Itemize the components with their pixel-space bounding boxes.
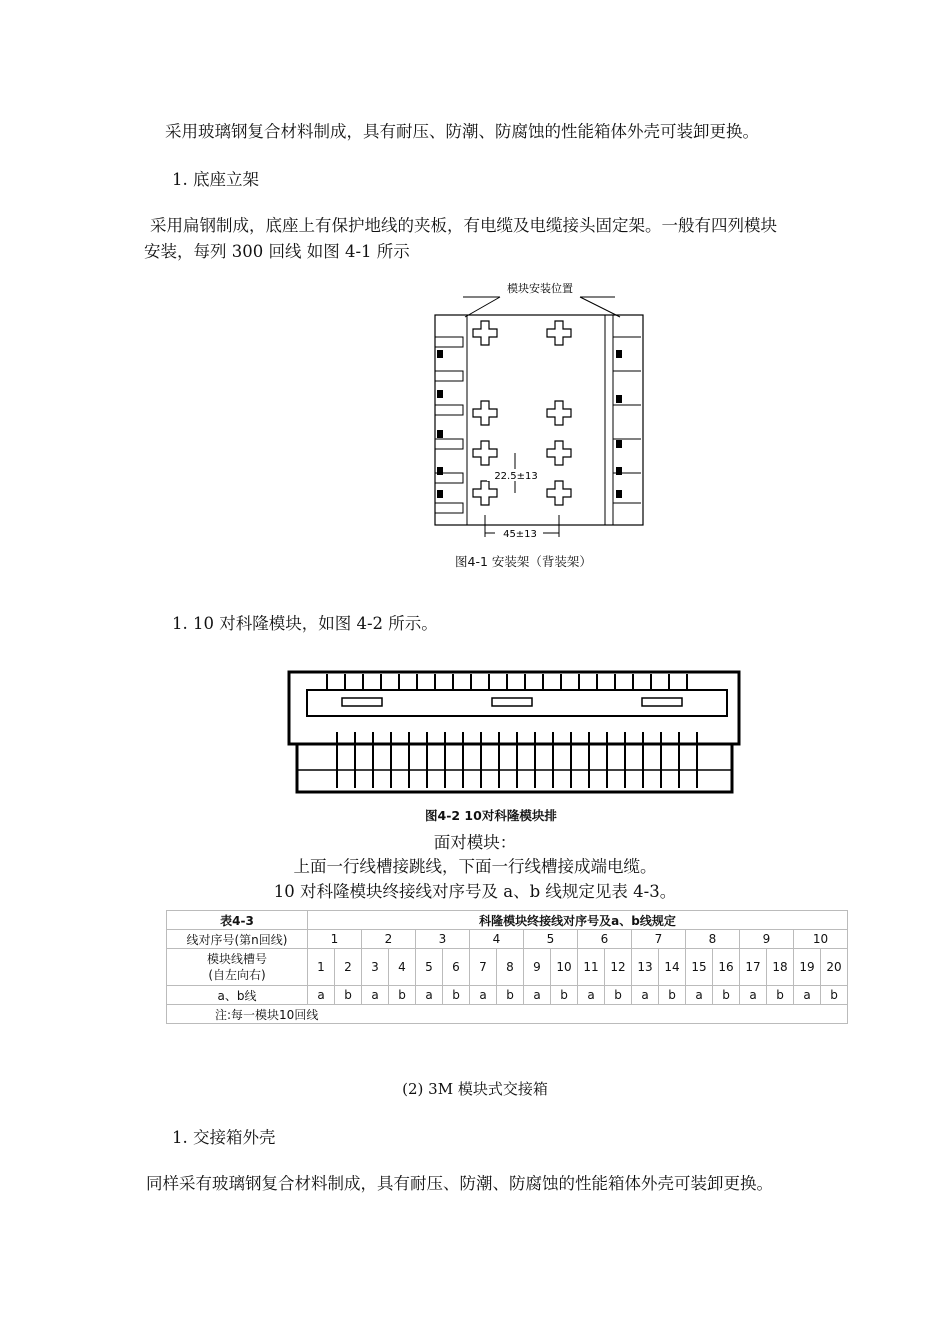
slot-cell: 13 <box>632 949 659 986</box>
ab-cell: a <box>470 986 497 1005</box>
fig1-top-label: 模块安装位置 <box>507 282 573 295</box>
paragraph-shell: 采用玻璃钢复合材料制成，具有耐压、防潮、防腐蚀的性能箱体外壳可装卸更换。 <box>165 122 759 141</box>
slot-cell: 11 <box>578 949 605 986</box>
ab-cell: a <box>578 986 605 1005</box>
slot-cell: 1 <box>308 949 335 986</box>
slot-cell: 16 <box>713 949 740 986</box>
table-note-row <box>167 1005 848 1024</box>
ab-cell: a <box>740 986 767 1005</box>
pair-cell: 10 <box>794 930 848 949</box>
slot-cell: 12 <box>605 949 632 986</box>
pair-cell: 1 <box>308 930 362 949</box>
ab-cell: b <box>389 986 416 1005</box>
ab-cell: b <box>821 986 848 1005</box>
list-item-base-frame: 1. 底座立架 <box>172 170 259 189</box>
slot-cell: 4 <box>389 949 416 986</box>
figure-module-strip <box>287 662 742 802</box>
pair-cell: 9 <box>740 930 794 949</box>
ab-cell: b <box>443 986 470 1005</box>
list-item-module: 1. 10 对科隆模块，如图 4-2 所示。 <box>172 614 438 633</box>
slot-cell: 8 <box>497 949 524 986</box>
table-row-pairs <box>167 930 848 949</box>
ab-cell: a <box>686 986 713 1005</box>
ab-cell: a <box>524 986 551 1005</box>
row-label-ab: a、b线 <box>167 986 308 1005</box>
table-title: 科隆模块终接线对序号及a、b线规定 <box>308 911 848 930</box>
table-row-ab <box>167 986 848 1005</box>
slot-cell: 3 <box>362 949 389 986</box>
row-label-slots-a: 模块线槽号 <box>206 952 267 966</box>
mount-frame-drawing <box>425 275 655 550</box>
slot-cell: 17 <box>740 949 767 986</box>
figure-mount-frame <box>425 275 655 550</box>
ab-cell: b <box>551 986 578 1005</box>
pair-cell: 3 <box>416 930 470 949</box>
slot-cell: 18 <box>767 949 794 986</box>
slot-cell: 7 <box>470 949 497 986</box>
ab-cell: a <box>794 986 821 1005</box>
pair-cell: 4 <box>470 930 524 949</box>
slot-cell: 15 <box>686 949 713 986</box>
table-note: 注:每一模块10回线 <box>167 1005 848 1024</box>
table-row-slots <box>167 949 848 986</box>
slot-cell: 14 <box>659 949 686 986</box>
pair-cell: 8 <box>686 930 740 949</box>
table-4-3 <box>166 910 848 1024</box>
text-facing-module: 面对模块： <box>433 833 517 852</box>
ab-cell: b <box>335 986 362 1005</box>
fig1-dim-vertical: 22.5±13 <box>494 471 538 482</box>
row-label-slots-b: (自左向右) <box>208 968 266 982</box>
ab-cell: a <box>308 986 335 1005</box>
ab-cell: b <box>713 986 740 1005</box>
slot-cell: 20 <box>821 949 848 986</box>
fig1-caption: 图4-1 安装架（背装架） <box>455 554 592 569</box>
slot-cell: 10 <box>551 949 578 986</box>
slot-cell: 2 <box>335 949 362 986</box>
ab-cell: a <box>362 986 389 1005</box>
ab-cell: a <box>416 986 443 1005</box>
slot-cell: 9 <box>524 949 551 986</box>
ab-cell: b <box>497 986 524 1005</box>
slot-cell: 6 <box>443 949 470 986</box>
paragraph-base-line2: 安装，每列 300 回线 如图 4-1 所示 <box>144 242 410 261</box>
section-heading-3m: (2) 3M 模块式交接箱 <box>402 1080 548 1098</box>
text-table-ref: 10 对科隆模块终接线对序号及 a、b 线规定见表 4-3。 <box>273 882 677 901</box>
text-slot-rows: 上面一行线槽接跳线，下面一行线槽接成端电缆。 <box>293 857 657 876</box>
pair-cell: 2 <box>362 930 416 949</box>
fig1-dim-horizontal: 45±13 <box>503 529 537 540</box>
module-strip-drawing <box>287 662 742 802</box>
fig2-caption: 图4-2 10对科隆模块排 <box>425 808 557 823</box>
ab-cell: b <box>767 986 794 1005</box>
table-id: 表4-3 <box>167 911 308 930</box>
pair-cell: 7 <box>632 930 686 949</box>
pair-cell: 5 <box>524 930 578 949</box>
ab-cell: a <box>632 986 659 1005</box>
table-title-row <box>167 911 848 930</box>
slot-cell: 5 <box>416 949 443 986</box>
row-label-pairs: 线对序号(第n回线) <box>167 930 308 949</box>
paragraph-shell-3m: 同样采有玻璃钢复合材料制成，具有耐压、防潮、防腐蚀的性能箱体外壳可装卸更换。 <box>146 1174 773 1193</box>
ab-cell: b <box>659 986 686 1005</box>
slot-cell: 19 <box>794 949 821 986</box>
ab-cell: b <box>605 986 632 1005</box>
paragraph-base-line1: 采用扁钢制成，底座上有保护地线的夹板，有电缆及电缆接头固定架。一般有四列模块 <box>150 216 777 235</box>
row-label-slots <box>167 949 308 986</box>
pair-cell: 6 <box>578 930 632 949</box>
list-item-shell: 1. 交接箱外壳 <box>172 1128 276 1147</box>
